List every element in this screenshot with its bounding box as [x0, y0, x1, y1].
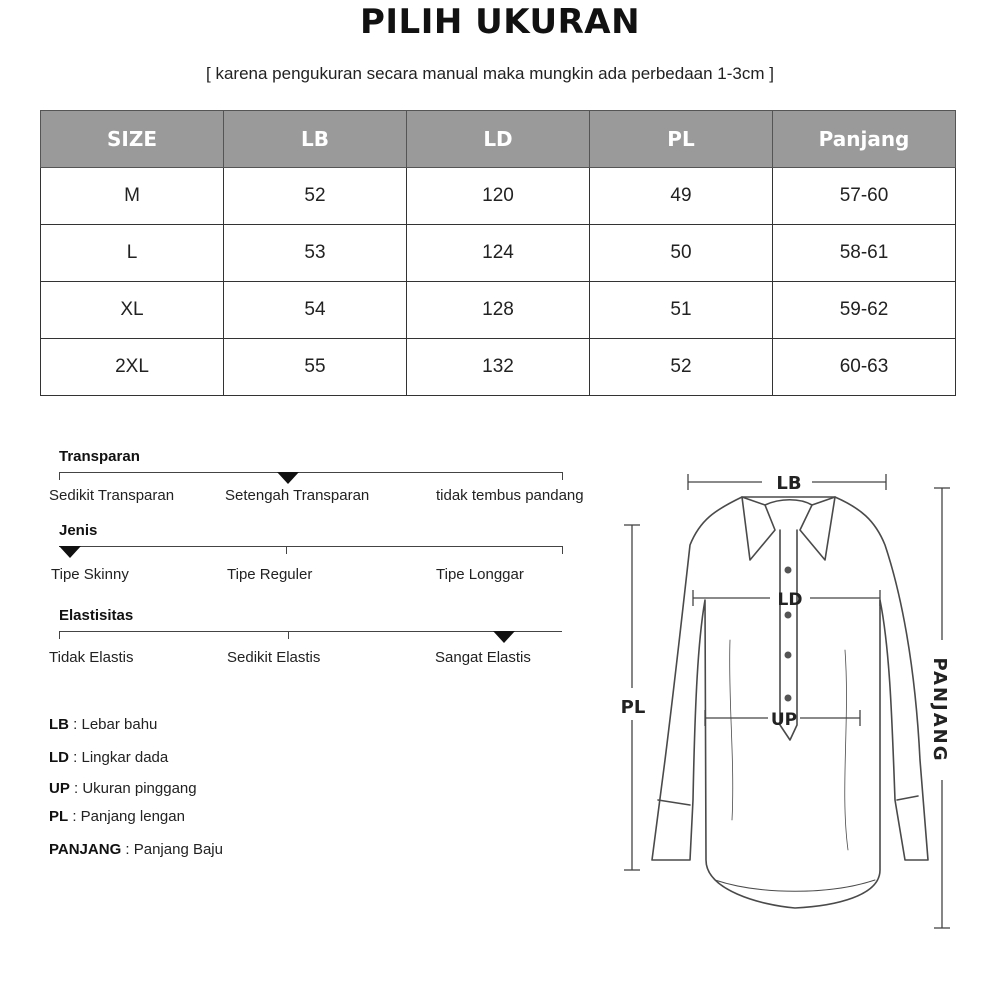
legend-desc: : Lingkar dada [69, 749, 169, 766]
header-pl: PL [590, 111, 773, 168]
label-panjang: PANJANG [929, 657, 950, 763]
scale-line [59, 546, 562, 547]
cell-pl: 50 [590, 225, 773, 282]
cell-size: 2XL [41, 339, 224, 396]
table-row [41, 225, 956, 282]
shirt-button [785, 652, 792, 659]
cell-lb: 52 [224, 168, 407, 225]
shirt-button [785, 612, 792, 619]
scale-option-selected: Setengah Transparan [225, 487, 370, 504]
cell-panjang: 58-61 [773, 225, 956, 282]
size-table [40, 110, 956, 396]
scale-tick [562, 472, 563, 480]
scale-option-selected: Tipe Skinny [51, 566, 129, 583]
cell-size: XL [41, 282, 224, 339]
scale-line [59, 631, 562, 632]
shirt-diagram [612, 455, 957, 935]
selected-marker-icon [59, 546, 81, 558]
scale-option: Sedikit Transparan [49, 487, 175, 504]
legend-abbr: PL [49, 808, 69, 825]
cell-size: M [41, 168, 224, 225]
shirt-button [785, 567, 792, 574]
scale-tick [59, 631, 60, 639]
legend-abbr: LB [49, 716, 69, 733]
scale-option: Tipe Reguler [227, 566, 313, 583]
scale-title: Jenis [59, 522, 98, 539]
scale-transparan [48, 446, 608, 516]
label-lb: LB [776, 473, 802, 494]
header-panjang: Panjang [773, 111, 956, 168]
scale-elastisitas [48, 605, 608, 675]
scale-jenis [48, 520, 608, 590]
legend-abbr: LD [49, 749, 69, 766]
legend-item [49, 749, 168, 766]
scale-tick [288, 631, 289, 639]
table-row [41, 168, 956, 225]
legend-item [49, 808, 185, 825]
table-header-row [41, 111, 956, 168]
shirt-collar [742, 497, 775, 560]
shirt-collar [800, 497, 835, 560]
cell-ld: 124 [407, 225, 590, 282]
shirt-placket [780, 530, 797, 740]
selected-marker-icon [493, 631, 515, 643]
selected-marker-icon [277, 472, 299, 484]
legend-desc: : Panjang lengan [68, 808, 185, 825]
scale-option: Tipe Longgar [436, 566, 524, 583]
legend-item [49, 841, 223, 858]
cell-panjang: 59-62 [773, 282, 956, 339]
table-row [41, 339, 956, 396]
cell-size: L [41, 225, 224, 282]
label-up: UP [770, 710, 798, 730]
legend-desc: : Panjang Baju [121, 841, 223, 858]
label-pl: PL [620, 697, 646, 718]
scale-option: Tidak Elastis [49, 649, 134, 666]
legend-item [49, 716, 157, 733]
shirt-button [785, 695, 792, 702]
shirt-body-outline [652, 497, 928, 908]
scale-title: Elastisitas [59, 607, 134, 624]
scale-tick [59, 472, 60, 480]
cell-panjang: 60-63 [773, 339, 956, 396]
scale-tick [286, 546, 287, 554]
label-ld: LD [777, 590, 803, 610]
scale-option: tidak tembus pandang [436, 487, 584, 504]
scale-tick [562, 546, 563, 554]
scale-line [59, 472, 562, 473]
cell-pl: 52 [590, 339, 773, 396]
page-subtitle: [ karena pengukuran secara manual maka mungkin ada perbedaan 1-3cm ] [206, 64, 774, 83]
header-lb: LB [224, 111, 407, 168]
cell-lb: 55 [224, 339, 407, 396]
legend-desc: : Lebar bahu [69, 716, 158, 733]
cell-panjang: 57-60 [773, 168, 956, 225]
cell-lb: 53 [224, 225, 407, 282]
cell-pl: 49 [590, 168, 773, 225]
legend-abbr: PANJANG [49, 841, 122, 858]
cell-pl: 51 [590, 282, 773, 339]
table-row [41, 282, 956, 339]
page-title: PILIH UKURAN [359, 2, 641, 42]
legend-item [49, 780, 197, 797]
header-ld: LD [407, 111, 590, 168]
legend-desc: : Ukuran pinggang [69, 780, 197, 797]
cell-ld: 120 [407, 168, 590, 225]
cell-ld: 132 [407, 339, 590, 396]
header-size: SIZE [41, 111, 224, 168]
scale-title: Transparan [59, 448, 140, 465]
legend-abbr: UP [49, 780, 70, 797]
cell-ld: 128 [407, 282, 590, 339]
scale-option-selected: Sangat Elastis [435, 649, 531, 666]
scale-option: Sedikit Elastis [227, 649, 321, 666]
cell-lb: 54 [224, 282, 407, 339]
